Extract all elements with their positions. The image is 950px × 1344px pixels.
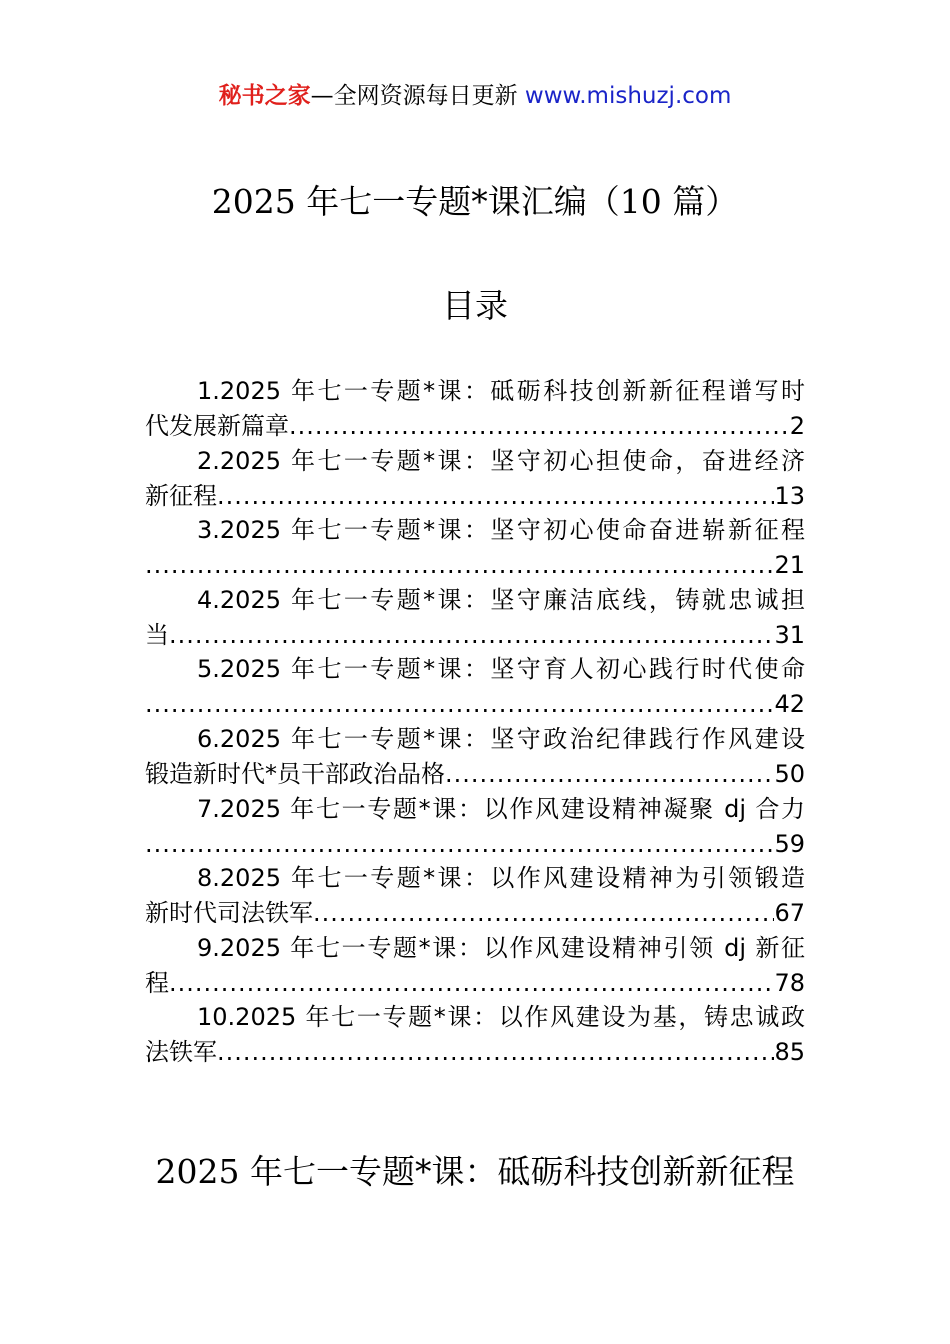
table-of-contents xyxy=(145,374,805,1070)
toc-page-number: 78 xyxy=(774,968,805,997)
toc-leader-dots xyxy=(217,1035,774,1069)
document-title: 2025 年七一专题*课汇编（10 篇） xyxy=(211,182,739,221)
section-title: 2025 年七一专题*课：砥砺科技创新新征程 xyxy=(155,1152,795,1191)
banner-tagline: —全网资源每日更新 xyxy=(310,83,518,109)
toc-leader-dots xyxy=(313,896,774,930)
toc-page-number: 50 xyxy=(774,759,805,788)
toc-entry-title: 4.2025 年七一专题*课：坚守廉洁底线，铸就忠诚担 xyxy=(197,585,805,614)
toc-entry-2[interactable] xyxy=(145,444,805,514)
banner-brand: 秘书之家 xyxy=(218,83,311,109)
toc-entry-7[interactable] xyxy=(145,792,805,862)
toc-leader-dots xyxy=(289,409,790,443)
toc-page-number: 67 xyxy=(774,899,805,928)
toc-entry-title: 9.2025 年七一专题*课：以作风建设精神引领 dj 新征 xyxy=(197,933,805,962)
toc-entry-title: 10.2025 年七一专题*课：以作风建设为基，铸忠诚政 xyxy=(197,1003,805,1032)
toc-entry-title-cont: 新时代司法铁军 xyxy=(145,899,313,928)
toc-page-number: 59 xyxy=(774,829,805,858)
site-banner xyxy=(0,80,950,112)
toc-entry-9[interactable] xyxy=(145,931,805,1001)
toc-entry-title: 6.2025 年七一专题*课：坚守政治纪律践行作风建设 xyxy=(197,724,805,753)
toc-leader-dots xyxy=(145,687,774,721)
toc-entry-3[interactable] xyxy=(145,513,805,583)
toc-page-number: 42 xyxy=(774,690,805,719)
toc-entry-title: 1.2025 年七一专题*课：砥砺科技创新新征程谱写时 xyxy=(197,377,805,405)
toc-entry-title-cont: 程 xyxy=(145,968,169,997)
toc-entry-5[interactable] xyxy=(145,652,805,722)
toc-entry-title: 3.2025 年七一专题*课：坚守初心使命奋进崭新征程 xyxy=(197,516,805,545)
toc-entry-1[interactable] xyxy=(145,374,805,444)
toc-entry-title-cont: 法铁军 xyxy=(145,1038,217,1067)
toc-leader-dots xyxy=(217,479,774,513)
toc-entry-title-cont: 锻造新时代*员干部政治品格 xyxy=(145,759,445,788)
banner-url-link[interactable]: www.mishuzj.com xyxy=(524,83,732,109)
toc-page-number: 2 xyxy=(789,412,805,440)
toc-entry-title: 5.2025 年七一专题*课：坚守育人初心践行时代使命 xyxy=(197,655,805,684)
toc-page-number: 21 xyxy=(774,551,805,580)
toc-page-number: 85 xyxy=(774,1038,805,1067)
toc-page-number: 13 xyxy=(774,481,805,510)
toc-entry-6[interactable] xyxy=(145,722,805,792)
toc-entry-title-cont: 当 xyxy=(145,620,169,649)
toc-entry-title: 2.2025 年七一专题*课：坚守初心担使命，奋进经济 xyxy=(197,446,805,475)
toc-leader-dots xyxy=(169,966,774,1000)
toc-entry-10[interactable] xyxy=(145,1000,805,1070)
toc-leader-dots xyxy=(145,827,774,861)
toc-page-number: 31 xyxy=(774,620,805,649)
toc-entry-4[interactable] xyxy=(145,583,805,653)
toc-leader-dots xyxy=(145,548,774,582)
toc-entry-title-cont: 新征程 xyxy=(145,481,217,510)
toc-entry-title: 7.2025 年七一专题*课：以作风建设精神凝聚 dj 合力 xyxy=(197,794,805,823)
toc-leader-dots xyxy=(445,757,774,791)
toc-entry-title-cont: 代发展新篇章 xyxy=(145,412,289,440)
toc-entry-title: 8.2025 年七一专题*课：以作风建设精神为引领锻造 xyxy=(197,864,805,893)
toc-leader-dots xyxy=(169,618,774,652)
toc-entry-8[interactable] xyxy=(145,861,805,931)
toc-heading: 目录 xyxy=(442,286,508,325)
